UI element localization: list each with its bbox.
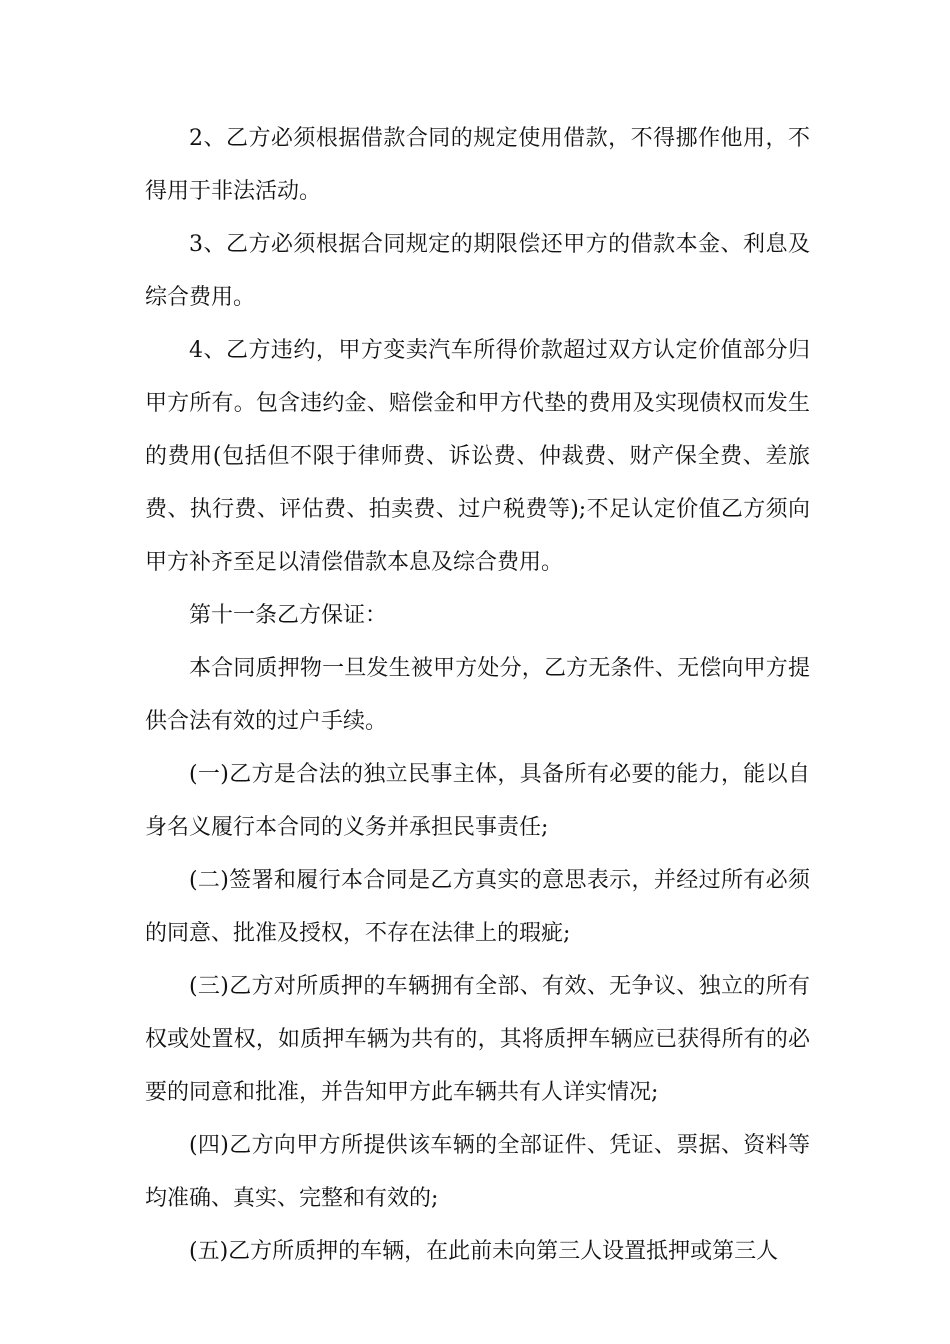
warranty-item: (五)乙方所质押的车辆，在此前未向第三人设置抵押或第三人 <box>189 1239 779 1264</box>
warranty-item: (四)乙方向甲方所提供该车辆的全部证件、凭证、票据、资料等均准确、真实、完整和有效的; <box>145 1133 810 1211</box>
warranty-item: (一)乙方是合法的独立民事主体，具备所有必要的能力，能以自身名义履行本合同的义务并承担民事责任; <box>145 762 810 840</box>
document-body <box>145 112 810 1278</box>
section-heading: 第十一条乙方保证： <box>189 603 388 628</box>
clause-paragraph: 2、乙方必须根据借款合同的规定使用借款，不得挪作他用，不得用于非法活动。 <box>145 126 810 204</box>
clause-paragraph: 本合同质押物一旦发生被甲方处分，乙方无条件、无偿向甲方提供合法有效的过户手续。 <box>145 656 810 734</box>
clause-paragraph: 3、乙方必须根据合同规定的期限偿还甲方的借款本金、利息及综合费用。 <box>145 232 810 310</box>
warranty-item: (三)乙方对所质押的车辆拥有全部、有效、无争议、独立的所有权或处置权，如质押车辆为共有的，其将质押车辆应已获得所有的必要的同意和批准，并告知甲方此车辆共有人详实情况; <box>145 974 810 1105</box>
clause-paragraph: 4、乙方违约，甲方变卖汽车所得价款超过双方认定价值部分归甲方所有。包含违约金、赔偿金和甲方代垫的费用及实现债权而发生的费用(包括但不限于律师费、诉讼费、仲裁费、财产保全费、差旅费、执行费、评估费、拍卖费、过户税费等);不足认定价值乙方须向甲方补齐至足以清偿借款本息及综合费用。 <box>145 338 810 575</box>
warranty-item: (二)签署和履行本合同是乙方真实的意思表示，并经过所有必须的同意、批准及授权，不存在法律上的瑕疵; <box>145 868 810 946</box>
